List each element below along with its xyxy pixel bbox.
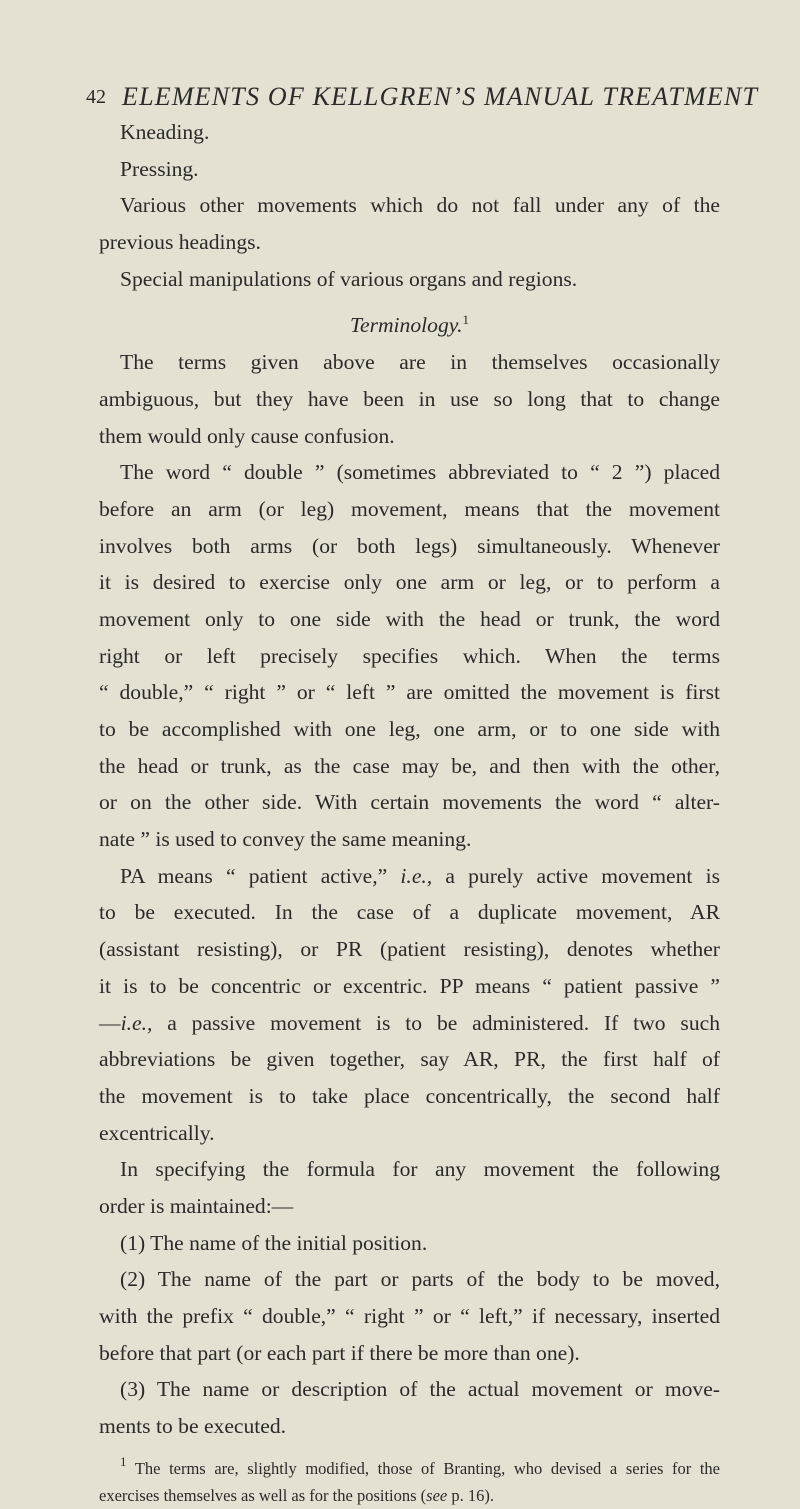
list-item: Pressing. bbox=[120, 156, 199, 181]
paragraph-line: the head or trunk, as the case may be, and then with the other, bbox=[99, 753, 720, 778]
paragraph-line: before that part (or each part if there be more than one). bbox=[99, 1340, 580, 1365]
paragraph-line: abbreviations be given together, say AR, PR, the first half of bbox=[99, 1047, 720, 1072]
section-heading-title: Terminology. bbox=[349, 313, 463, 338]
paragraph-line: The terms given above are in themselves occasionally bbox=[120, 350, 720, 375]
paragraph-line: it is desired to exercise only one arm or leg, or to perform a bbox=[99, 570, 720, 595]
paragraph-line: —i.e., a passive movement is to be administered. If two such bbox=[99, 1010, 720, 1035]
footnote-reference: 1 bbox=[462, 312, 470, 328]
footnote-line: exercises themselves as well as for the positions (see p. 16). bbox=[99, 1485, 494, 1505]
list-item: Kneading. bbox=[120, 120, 210, 144]
paragraph-line: In specifying the formula for any movement the following bbox=[120, 1157, 720, 1182]
paragraph-line: movement only to one side with the head or trunk, the word bbox=[99, 606, 720, 631]
list-item: (3) The name or description of the actual movement or move- bbox=[120, 1377, 720, 1402]
paragraph-line: ments to be executed. bbox=[99, 1414, 287, 1439]
paragraph-line: order is maintained:— bbox=[99, 1193, 294, 1218]
paragraph-line: involves both arms (or both legs) simultaneously. Whenever bbox=[99, 533, 720, 558]
paragraph-line: PA means “ patient active,” i.e., a purely active movement is bbox=[120, 863, 720, 888]
paragraph-line: it is to be concentric or excentric. PP means “ patient passive ” bbox=[99, 973, 720, 998]
paragraph-line: The word “ double ” (sometimes abbreviated to “ 2 ”) placed bbox=[120, 460, 720, 485]
page-body bbox=[99, 114, 721, 1509]
footnote bbox=[99, 1453, 721, 1509]
paragraph-line: excentrically. bbox=[99, 1120, 215, 1145]
paragraph-line: to be accomplished with one leg, one arm, or to one side with bbox=[99, 717, 720, 741]
footnote-line: $^1$ The terms are, slightly modified, those of Branting, who devised a series for the bbox=[120, 1453, 721, 1478]
page-header bbox=[86, 82, 786, 116]
list-item: Special manipulations of various organs and regions. bbox=[120, 266, 578, 291]
paragraph-line: with the prefix “ double,” “ right ” or “ left,” if necessary, inserted bbox=[99, 1304, 720, 1328]
paragraph-line: ambiguous, but they have been in use so long that to change bbox=[99, 386, 720, 411]
paragraph-line: them would only cause confusion. bbox=[99, 423, 395, 448]
section-heading bbox=[99, 307, 720, 344]
list-item: Various other movements which do not fall under any of the bbox=[120, 193, 720, 218]
footnote-mark: 1 bbox=[120, 1453, 127, 1469]
list-item: (1) The name of the initial position. bbox=[120, 1230, 428, 1255]
list-item: (2) The name of the part or parts of the body to be moved, bbox=[120, 1267, 720, 1292]
paragraph-line: nate ” is used to convey the same meaning. bbox=[99, 827, 472, 852]
paragraph-line: (assistant resisting), or PR (patient resisting), denotes whether bbox=[99, 937, 720, 962]
list-item: previous headings. bbox=[99, 230, 261, 255]
page-number: 42 bbox=[86, 86, 106, 108]
paragraph-line: to be executed. In the case of a duplicate movement, AR bbox=[99, 900, 720, 925]
running-title: ELEMENTS OF KELLGREN’S MANUAL TREATMENT bbox=[122, 82, 759, 111]
paragraph-line: before an arm (or leg) movement, means that the movement bbox=[99, 496, 720, 521]
paragraph-line: “ double,” “ right ” or “ left ” are omitted the movement is first bbox=[99, 680, 720, 705]
paragraph-line: right or left precisely specifies which. When the terms bbox=[99, 643, 720, 668]
paragraph-line: the movement is to take place concentrically, the second half bbox=[99, 1083, 720, 1108]
paragraph-line: or on the other side. With certain movements the word “ alter- bbox=[99, 790, 720, 815]
